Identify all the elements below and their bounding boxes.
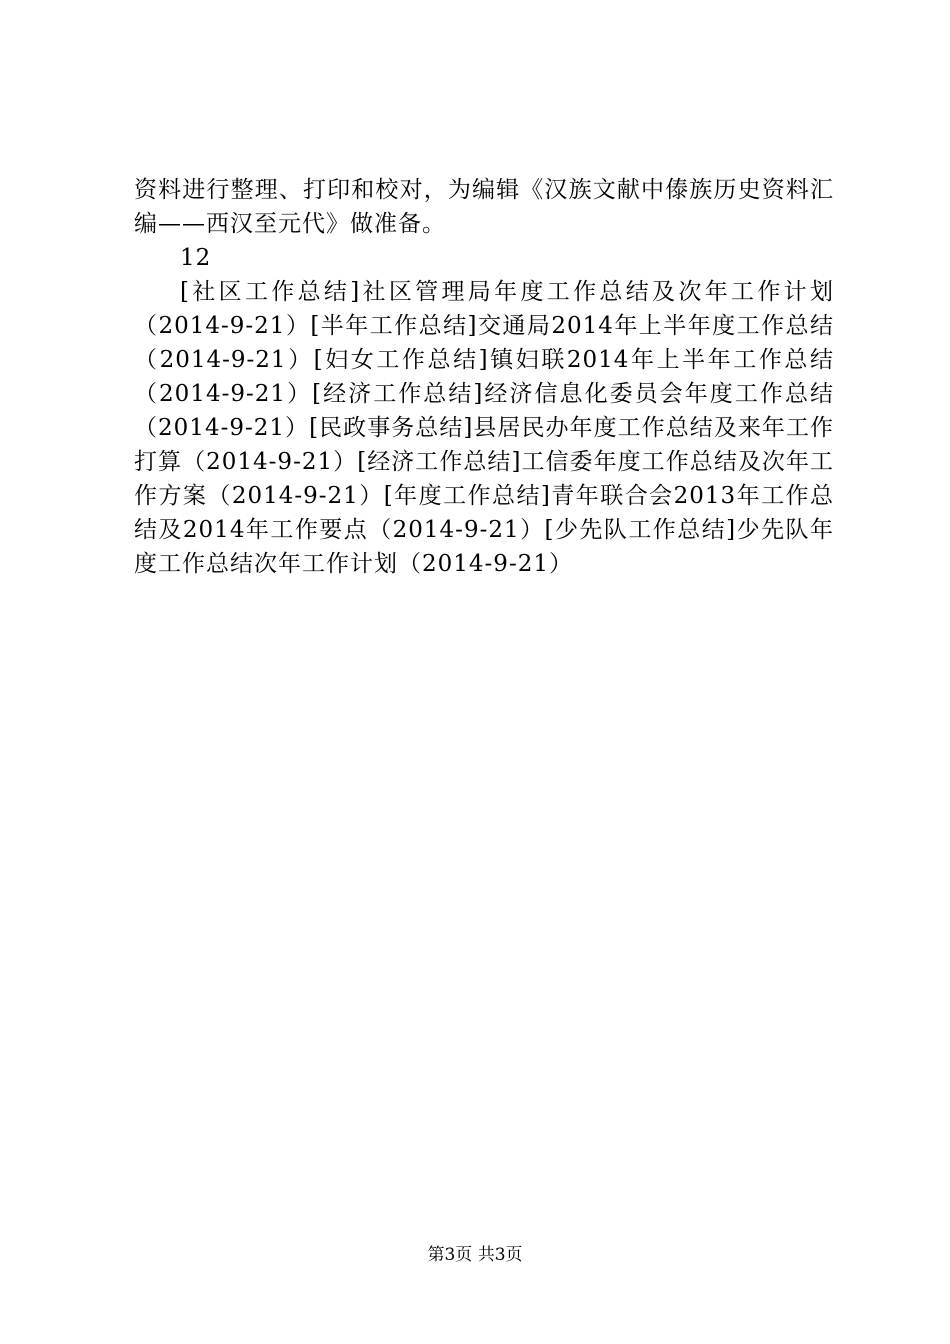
document-body <box>134 173 834 581</box>
paragraph-number: 12 <box>180 245 212 271</box>
page-footer: 第3页 共3页 <box>427 1245 523 1265</box>
paragraph-continuation: 资料进行整理、打印和校对，为编辑《汉族文献中傣族历史资料汇编——西汉至元代》做准备。 <box>134 177 834 237</box>
paragraph-related-links: [社区工作总结]社区管理局年度工作总结及次年工作计划（2014-9-21）[半年工作总结]交通局2014年上半年度工作总结（2014-9-21）[妇女工作总结]镇妇联2014年上半年工作总结（2014-9-21）[经济工作总结]经济信息化委员会年度工作总结（2014-9-21）[民政事务总结]县居民办年度工作总结及来年工作打算（2014-9-21）[经济工作总结]工信委年度工作总结及次年工作方案（2014-9-21）[年度工作总结]青年联合会2013年工作总结及2014年工作要点（2014-9-21）[少先队工作总结]少先队年度工作总结次年工作计划（2014-9-21） <box>134 279 834 577</box>
